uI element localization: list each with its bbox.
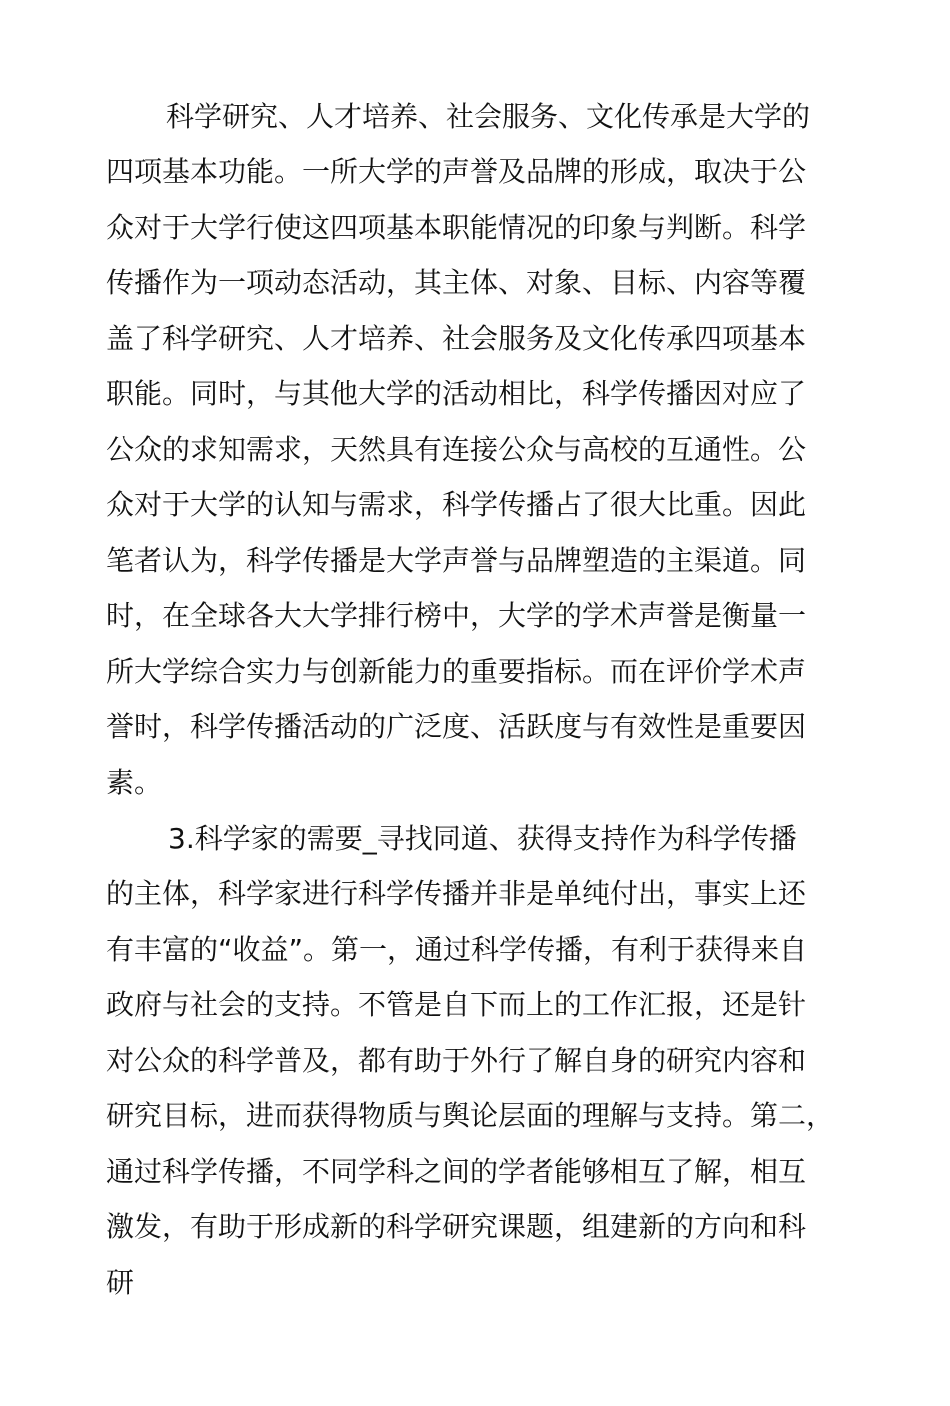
text-line: 科学研究、人才培养、社会服务、文化传承是大学的 <box>166 100 811 133</box>
text-line: 对公众的科学普及，都有助于外行了解自身的研究内容和 <box>106 1044 807 1077</box>
text-line: 盖了科学研究、人才培养、社会服务及文化传承四项基本 <box>106 322 807 355</box>
text-line: 研 <box>106 1266 135 1299</box>
text-line: 的主体，科学家进行科学传播并非是单纯付出，事实上还 <box>106 877 807 910</box>
text-line: 四项基本功能。一所大学的声誉及品牌的形成，取决于公 <box>106 155 807 188</box>
text-line: 3.科学家的需要_寻找同道、获得支持作为科学传播 <box>168 822 797 855</box>
text-line: 笔者认为，科学传播是大学声誉与品牌塑造的主渠道。同 <box>106 544 807 577</box>
text-line: 誉时，科学传播活动的广泛度、活跃度与有效性是重要因 <box>106 710 807 743</box>
text-line: 有丰富的“收益”。第一，通过科学传播，有利于获得来自 <box>106 933 808 966</box>
text-line: 时，在全球各大大学排行榜中，大学的学术声誉是衡量一 <box>106 599 807 632</box>
text-line: 公众的求知需求，天然具有连接公众与高校的互通性。公 <box>106 433 807 466</box>
text-line: 职能。同时，与其他大学的活动相比，科学传播因对应了 <box>106 377 807 410</box>
text-line: 众对于大学行使这四项基本职能情况的印象与判断。科学 <box>106 211 807 244</box>
text-line: 所大学综合实力与创新能力的重要指标。而在评价学术声 <box>106 655 807 688</box>
text-line: 激发，有助于形成新的科学研究课题，组建新的方向和科 <box>106 1210 807 1243</box>
text-line: 众对于大学的认知与需求，科学传播占了很大比重。因此 <box>106 488 807 521</box>
text-line: 研究目标，进而获得物质与舆论层面的理解与支持。第二， <box>106 1099 835 1132</box>
text-line: 通过科学传播，不同学科之间的学者能够相互了解，相互 <box>106 1155 807 1188</box>
text-line: 政府与社会的支持。不管是自下而上的工作汇报，还是针 <box>106 988 807 1021</box>
text-line: 素。 <box>106 766 163 799</box>
text-line: 传播作为一项动态活动，其主体、对象、目标、内容等覆 <box>106 266 807 299</box>
